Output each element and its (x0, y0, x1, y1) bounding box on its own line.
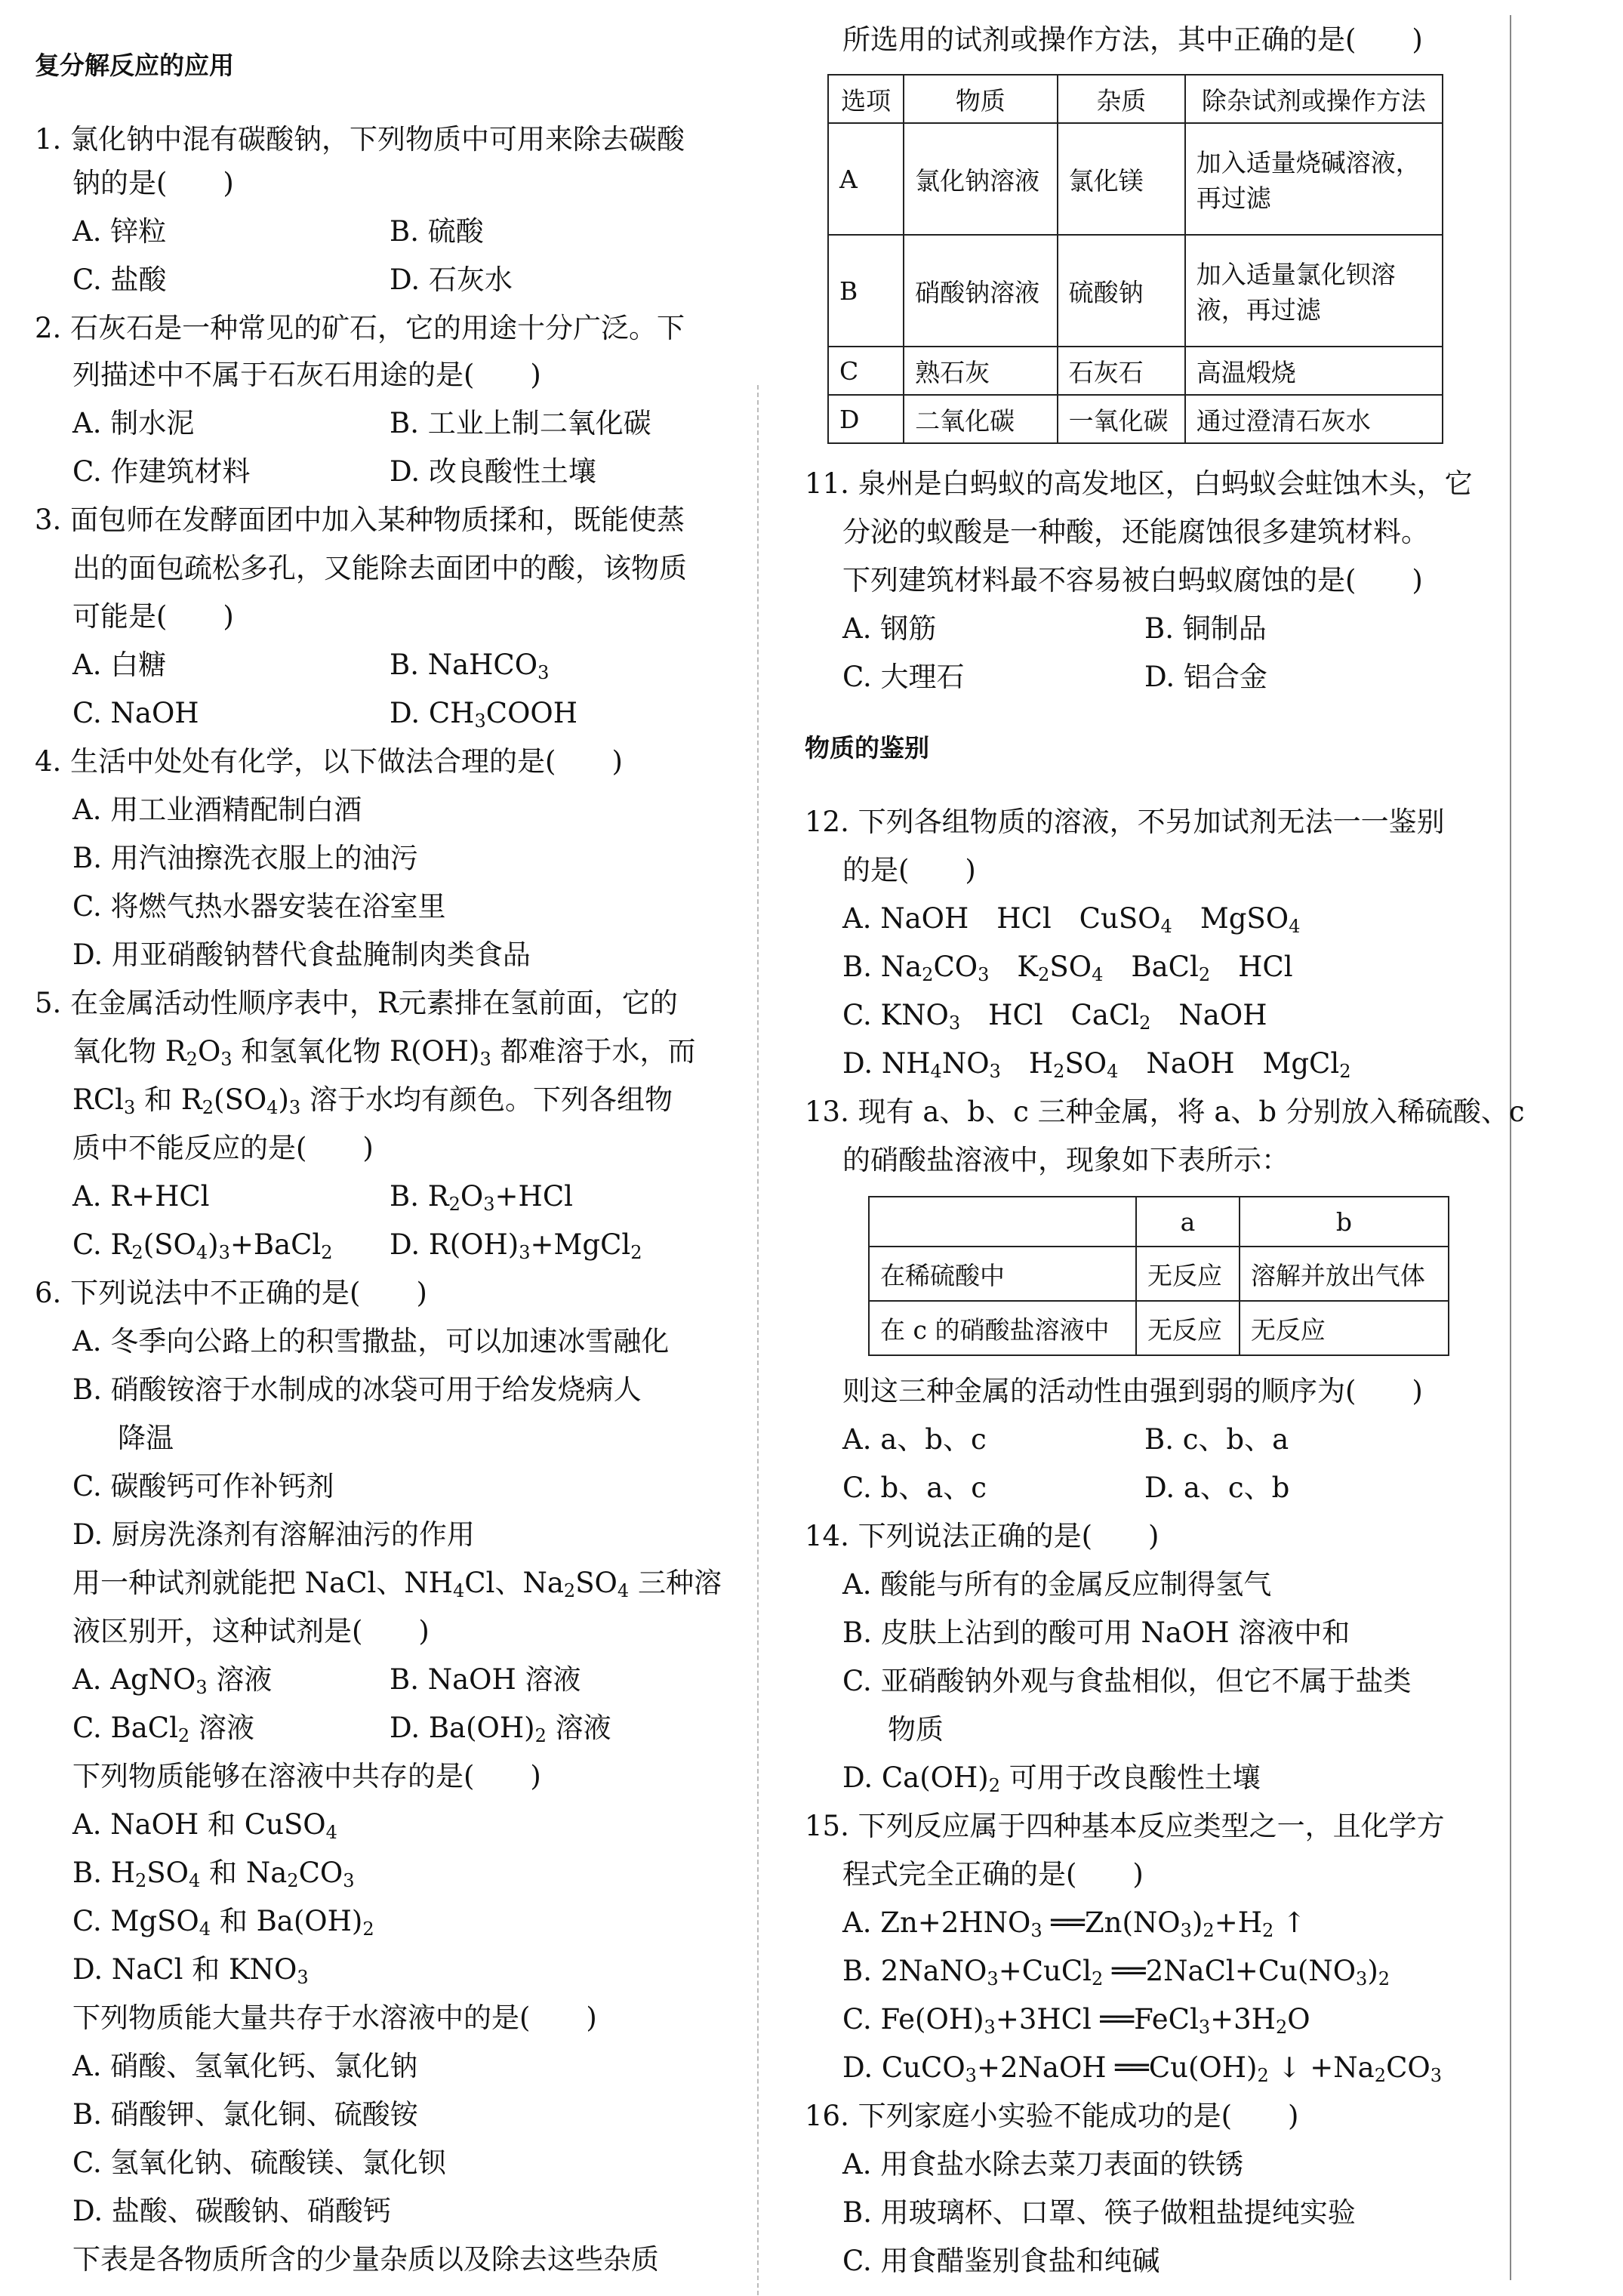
q1-stem: 钠的是( ) (72, 167, 234, 199)
option: A. 锌粒 (72, 215, 167, 248)
option: A. 硝酸、氢氧化钙、氯化钠 (72, 2050, 418, 2082)
table-header (869, 1197, 1136, 1247)
q11-stem: 分泌的蚁酸是一种酸，还能腐蚀很多建筑材料。 (842, 516, 1429, 548)
option: D. 用亚硝酸钠替代食盐腌制肉类食品 (72, 938, 531, 971)
option: A. $Zn+2HNO_3$ $══Zn(NO_3)_2+H_2$ ↑ (842, 1906, 1307, 1941)
q10-stem: 所选用的试剂或操作方法，其中正确的是( ) (842, 23, 1423, 56)
option: B. 皮肤上沾到的酸可用 NaOH 溶液中和 (842, 1616, 1350, 1649)
option: 降温 (118, 1422, 174, 1454)
q6-stem: 6. 下列说法中不正确的是( ) (35, 1277, 427, 1309)
option: B. 硫酸 (390, 215, 484, 248)
option: A. 用食盐水除去菜刀表面的铁锈 (842, 2148, 1244, 2180)
q13-stem: 则这三种金属的活动性由强到弱的顺序为( ) (842, 1375, 1423, 1407)
table-cell: 在 c 的硝酸盐溶液中 (869, 1301, 1136, 1355)
table-cell: 通过澄清石灰水 (1185, 395, 1443, 443)
option: B. 用汽油擦洗衣服上的油污 (72, 842, 418, 874)
option: A. AgNO$_3$ 溶液 (72, 1663, 273, 1698)
option: C. 亚硝酸钠外观与食盐相似，但它不属于盐类 (842, 1665, 1412, 1697)
q11-stem: 下列建筑材料最不容易被白蚂蚁腐蚀的是( ) (842, 564, 1423, 596)
table-cell: 氯化钠溶液 (904, 123, 1058, 235)
option: B. 硝酸铵溶于水制成的冰袋可用于给发烧病人 (72, 1373, 642, 1406)
option: A. 用工业酒精配制白酒 (72, 794, 362, 826)
option: D. 石灰水 (390, 264, 513, 296)
q5-stem: 质中不能反应的是( ) (72, 1132, 374, 1164)
q2-stem: 列描述中不属于石灰石用途的是( ) (72, 359, 541, 391)
impurity-table (827, 74, 1443, 444)
q16-stem: 16. 下列家庭小实验不能成功的是( ) (805, 2100, 1299, 2132)
table-header-row (869, 1197, 1449, 1247)
q13-stem: 13. 现有 a、b、c 三种金属，将 a、b 分别放入稀硫酸、c (805, 1096, 1525, 1128)
table-cell: 在稀硫酸中 (869, 1247, 1136, 1301)
table-cell: 硝酸钠溶液 (904, 235, 1058, 347)
option: C. MgSO$_4$ 和 $Ba(OH)_2$ (72, 1905, 374, 1940)
table-header: b (1240, 1197, 1449, 1247)
option: B. 2NaNO$_3$+CuCl$_2$ $══2NaCl+Cu(NO_3)_2$ (842, 1955, 1390, 1989)
table-cell: 二氧化碳 (904, 395, 1058, 443)
table-header: 除杂试剂或操作方法 (1185, 75, 1443, 123)
q8-stem: 下列物质能够在溶液中共存的是( ) (72, 1760, 541, 1792)
option: D. 铝合金 (1144, 661, 1267, 693)
table-cell: 石灰石 (1058, 347, 1185, 395)
table-row (828, 235, 1443, 347)
option: C. 大理石 (842, 661, 965, 693)
option: C. $Fe(OH)_3+3HCl$ $══FeCl_3+3H_2O$ (842, 2003, 1310, 2038)
table-cell: 硫酸钠 (1058, 235, 1185, 347)
table-header: 物质 (904, 75, 1058, 123)
option: B. $Na_2CO_3$ $K_2SO_4$ BaCl$_2$ HCl (842, 951, 1293, 985)
option: C. $KNO_3$ HCl CaCl$_2$ NaOH (842, 999, 1267, 1034)
option: A. 冬季向公路上的积雪撒盐，可以加速冰雪融化 (72, 1325, 670, 1358)
option: B. 工业上制二氧化碳 (390, 407, 651, 439)
q3-stem: 3. 面包师在发酵面团中加入某种物质揉和，既能使蒸 (35, 504, 685, 536)
option: A. 酸能与所有的金属反应制得氢气 (842, 1568, 1272, 1601)
table-header: 选项 (828, 75, 904, 123)
option: B. $R_2O_3+HCl$ (390, 1180, 573, 1215)
q15-stem: 程式完全正确的是( ) (842, 1858, 1144, 1891)
table-cell: D (828, 395, 904, 443)
option: D. $CH_3COOH$ (390, 697, 578, 732)
q5-stem: 5. 在金属活动性顺序表中，R元素排在氢前面，它的 (35, 987, 678, 1019)
option: A. 制水泥 (72, 407, 195, 439)
option: D. 盐酸、碳酸钠、硝酸钙 (72, 2195, 391, 2227)
q4-stem: 4. 生活中处处有化学，以下做法合理的是( ) (35, 745, 623, 778)
table-cell: 高温煅烧 (1185, 347, 1443, 395)
option: C. NaOH (72, 697, 199, 729)
option: 物质 (888, 1713, 944, 1746)
table-row (828, 347, 1443, 395)
option: B. 用玻璃杯、口罩、筷子做粗盐提纯实验 (842, 2196, 1356, 2229)
table-cell: 一氧化碳 (1058, 395, 1185, 443)
option: B. NaHCO$_3$ (390, 649, 550, 683)
option: D. a、c、b (1144, 1472, 1290, 1504)
option: B. 硝酸钾、氯化铜、硫酸铵 (72, 2098, 418, 2131)
option: A. 钢筋 (842, 612, 937, 645)
table-header: 杂质 (1058, 75, 1185, 123)
option: D. CuCO$_3$+2NaOH $══Cu(OH)_2$ ↓ $+Na_2CO_3$ (842, 2051, 1443, 2086)
table-row (828, 395, 1443, 443)
option: A. 白糖 (72, 649, 167, 681)
table-header: a (1136, 1197, 1240, 1247)
option: A. NaOH HCl CuSO$_4$ MgSO$_4$ (842, 902, 1301, 937)
table-cell: 无反应 (1136, 1247, 1240, 1301)
option: A. R+HCl (72, 1180, 210, 1213)
option: B. c、b、a (1144, 1423, 1289, 1456)
option: D. 改良酸性土壤 (390, 455, 596, 488)
table-cell: 加入适量烧碱溶液， 再过滤 (1185, 123, 1443, 235)
option: C. $R_2(SO_4)_3+BaCl_2$ (72, 1228, 333, 1263)
option: C. 碳酸钙可作补钙剂 (72, 1470, 334, 1502)
q2-stem: 2. 石灰石是一种常见的矿石，它的用途十分广泛。下 (35, 312, 685, 344)
option: D. NaCl 和 $KNO_3$ (72, 1953, 309, 1988)
section-title: 复分解反应的应用 (35, 51, 234, 80)
page-edge (1510, 15, 1511, 2280)
option: C. b、a、c (842, 1472, 987, 1504)
option: B. $H_2SO_4$ 和 $Na_2CO_3$ (72, 1857, 355, 1891)
q3-stem: 可能是( ) (72, 600, 234, 633)
q12-stem: 的是( ) (842, 854, 976, 886)
q3-stem: 出的面包疏松多孔，又能除去面团中的酸，该物质 (72, 552, 687, 584)
column-divider (757, 385, 759, 2295)
table-row (828, 123, 1443, 235)
q5-stem: 氧化物 $R_2O_3$ 和氢氧化物 $R(OH)_3$ 都难溶于水，而 (72, 1035, 696, 1070)
q5-stem: RCl$_3$ 和 $R_2(SO_4)_3$ 溶于水均有颜色。下列各组物 (72, 1083, 673, 1118)
option: B. NaOH 溶液 (390, 1663, 581, 1696)
option: D. $NH_4NO_3$ $H_2SO_4$ NaOH MgCl$_2$ (842, 1047, 1351, 1082)
metal-table (868, 1196, 1449, 1356)
option: C. BaCl$_2$ 溶液 (72, 1712, 254, 1746)
option: D. $Ba(OH)_2$ 溶液 (390, 1712, 611, 1746)
q11-stem: 11. 泉州是白蚂蚁的高发地区，白蚂蚁会蛀蚀木头，它 (805, 467, 1473, 500)
table-cell: B (828, 235, 904, 347)
q9-stem: 下列物质能大量共存于水溶液中的是( ) (72, 2002, 597, 2034)
option: C. 作建筑材料 (72, 455, 251, 488)
table-cell: A (828, 123, 904, 235)
table-cell: 氯化镁 (1058, 123, 1185, 235)
option: D. 厨房洗涤剂有溶解油污的作用 (72, 1518, 475, 1551)
option: C. 将燃气热水器安装在浴室里 (72, 890, 446, 923)
table-cell: 加入适量氯化钡溶 液，再过滤 (1185, 235, 1443, 347)
q12-stem: 12. 下列各组物质的溶液，不另加试剂无法一一鉴别 (805, 806, 1445, 838)
section-title: 物质的鉴别 (805, 733, 929, 763)
q7-stem: 用一种试剂就能把 NaCl、$NH_4Cl$、$Na_2SO_4$ 三种溶 (72, 1567, 722, 1601)
q15-stem: 15. 下列反应属于四种基本反应类型之一，且化学方 (805, 1810, 1445, 1842)
q1-stem: 1. 氯化钠中混有碳酸钠，下列物质中可用来除去碳酸 (35, 123, 685, 156)
table-cell: 无反应 (1136, 1301, 1240, 1355)
option: D. $Ca(OH)_2$ 可用于改良酸性土壤 (842, 1761, 1261, 1796)
q14-stem: 14. 下列说法正确的是( ) (805, 1520, 1160, 1552)
table-cell: 溶解并放出气体 (1240, 1247, 1449, 1301)
table-row (869, 1301, 1449, 1355)
table-cell: 无反应 (1240, 1301, 1449, 1355)
option: D. $R(OH)_3+MgCl_2$ (390, 1228, 642, 1263)
q10-stem: 下表是各物质所含的少量杂质以及除去这些杂质 (72, 2243, 659, 2276)
option: A. a、b、c (842, 1423, 987, 1456)
option: B. 铜制品 (1144, 612, 1267, 645)
option: C. 盐酸 (72, 264, 167, 296)
q7-stem: 液区别开，这种试剂是( ) (72, 1615, 430, 1647)
table-row (869, 1247, 1449, 1301)
option: C. 氢氧化钠、硫酸镁、氯化钡 (72, 2147, 446, 2179)
option: C. 用食醋鉴别食盐和纯碱 (842, 2245, 1160, 2277)
table-cell: 熟石灰 (904, 347, 1058, 395)
q13-stem: 的硝酸盐溶液中，现象如下表所示： (842, 1144, 1289, 1176)
table-header-row (828, 75, 1443, 123)
table-cell: C (828, 347, 904, 395)
option: A. NaOH 和 CuSO$_4$ (72, 1808, 337, 1843)
